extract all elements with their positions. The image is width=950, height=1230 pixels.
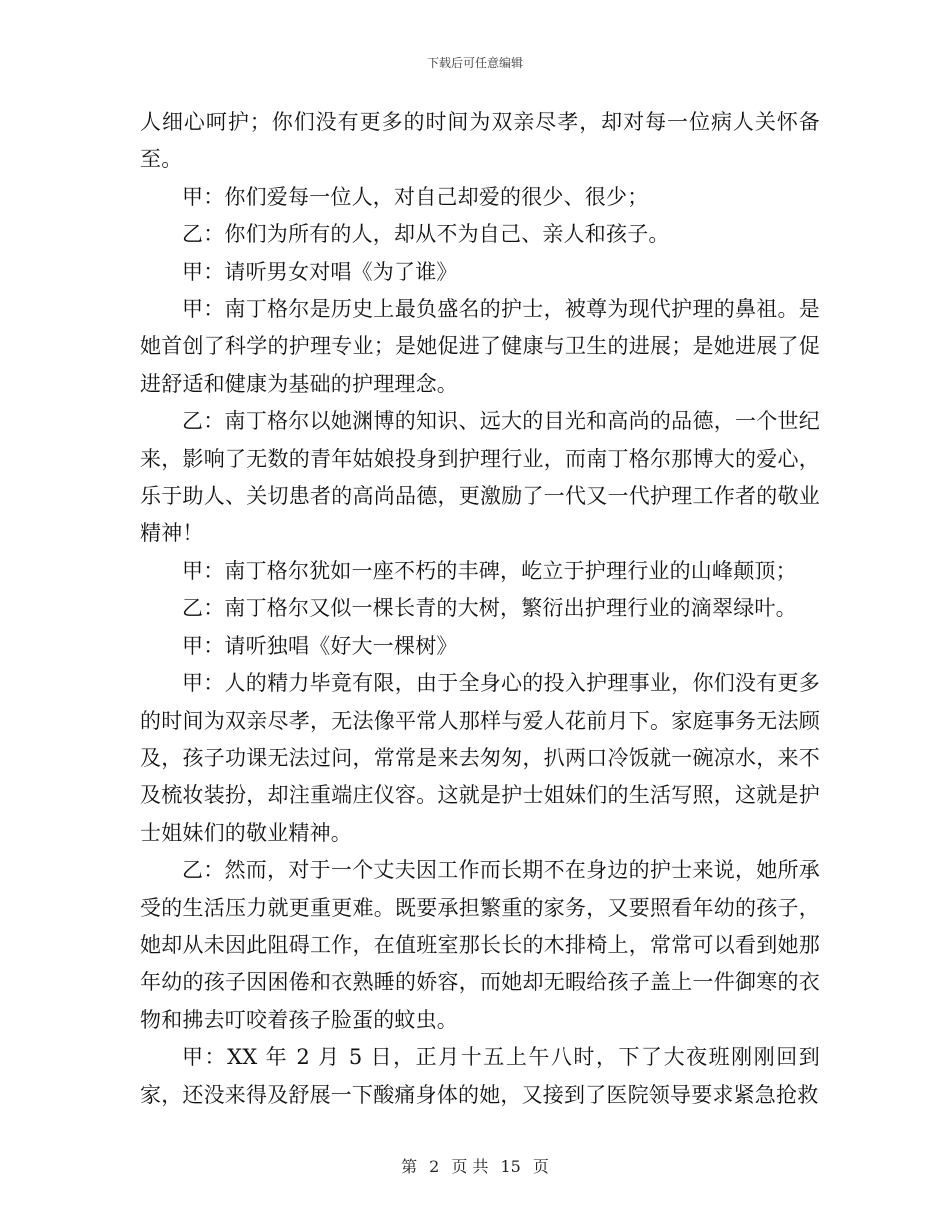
footer-prefix: 第	[401, 1157, 418, 1176]
paragraph: 人细心呵护；你们没有更多的时间为双亲尽孝，却对每一位病人关怀备至。	[140, 110, 820, 172]
paragraph: 乙：南丁格尔以她渊博的知识、远大的目光和高尚的品德，一个世纪来，影响了无数的青年姑娘投身到护理行业，而南丁格尔那博大的爱心，乐于助人、关切患者的高尚品德，更激励了一代又一代护理工作者的敬业精神！	[140, 409, 820, 546]
current-page-number: 2	[429, 1157, 440, 1176]
page-footer	[0, 1154, 950, 1177]
footer-middle: 页 共	[451, 1157, 489, 1176]
total-page-count: 15	[500, 1157, 521, 1176]
paragraph: 甲：南丁格尔是历史上最负盛名的护士，被尊为现代护理的鼻祖。是她首创了科学的护理专业；是她促进了健康与卫生的进展；是她进展了促进舒适和健康为基础的护理理念。	[140, 297, 820, 396]
page-body	[140, 104, 820, 1114]
footer-suffix: 页	[532, 1157, 549, 1176]
paragraph: 甲：请听独唱《好大一棵树》	[182, 633, 458, 658]
page-header: 下载后可任意编辑	[426, 56, 523, 70]
paragraph: 乙：然而，对于一个丈夫因工作而长期不在身边的护士来说，她所承受的生活压力就更重更难。既要承担繁重的家务，又要照看年幼的孩子，她却从未因此阻碍工作，在值班室那长长的木排椅上，常常可以看到她那年幼的孩子因困倦和衣熟睡的娇容，而她却无暇给孩子盖上一件御寒的衣物和拂去叮咬着孩子脸蛋的蚊虫。	[140, 858, 820, 1032]
paragraph: 甲：XX 年 2 月 5 日，正月十五上午八时，下了大夜班刚刚回到家，还没来得及舒展一下酸痛身体的她，又接到了医院领导要求紧急抢救	[140, 1045, 820, 1107]
paragraph: 甲：南丁格尔犹如一座不朽的丰碑，屹立于护理行业的山峰颠顶；	[182, 558, 797, 583]
paragraph: 乙：你们为所有的人，却从不为自己、亲人和孩子。	[182, 222, 670, 247]
paragraph: 甲：人的精力毕竟有限，由于全身心的投入护理事业，你们没有更多的时间为双亲尽孝，无法像平常人那样与爱人花前月下。家庭事务无法顾及，孩子功课无法过问，常常是来去匆匆，扒两口冷饭就一碗凉水，来不及梳妆装扮，却注重端庄仪容。这就是护士姐妹们的生活写照，这就是护士姐妹们的敬业精神。	[140, 671, 820, 845]
paragraph: 乙：南丁格尔又似一棵长青的大树，繁衍出护理行业的滴翠绿叶。	[182, 596, 797, 621]
paragraph: 甲：请听男女对唱《为了谁》	[182, 259, 458, 284]
paragraph: 甲：你们爱每一位人，对自己却爱的很少、很少；	[182, 184, 649, 209]
